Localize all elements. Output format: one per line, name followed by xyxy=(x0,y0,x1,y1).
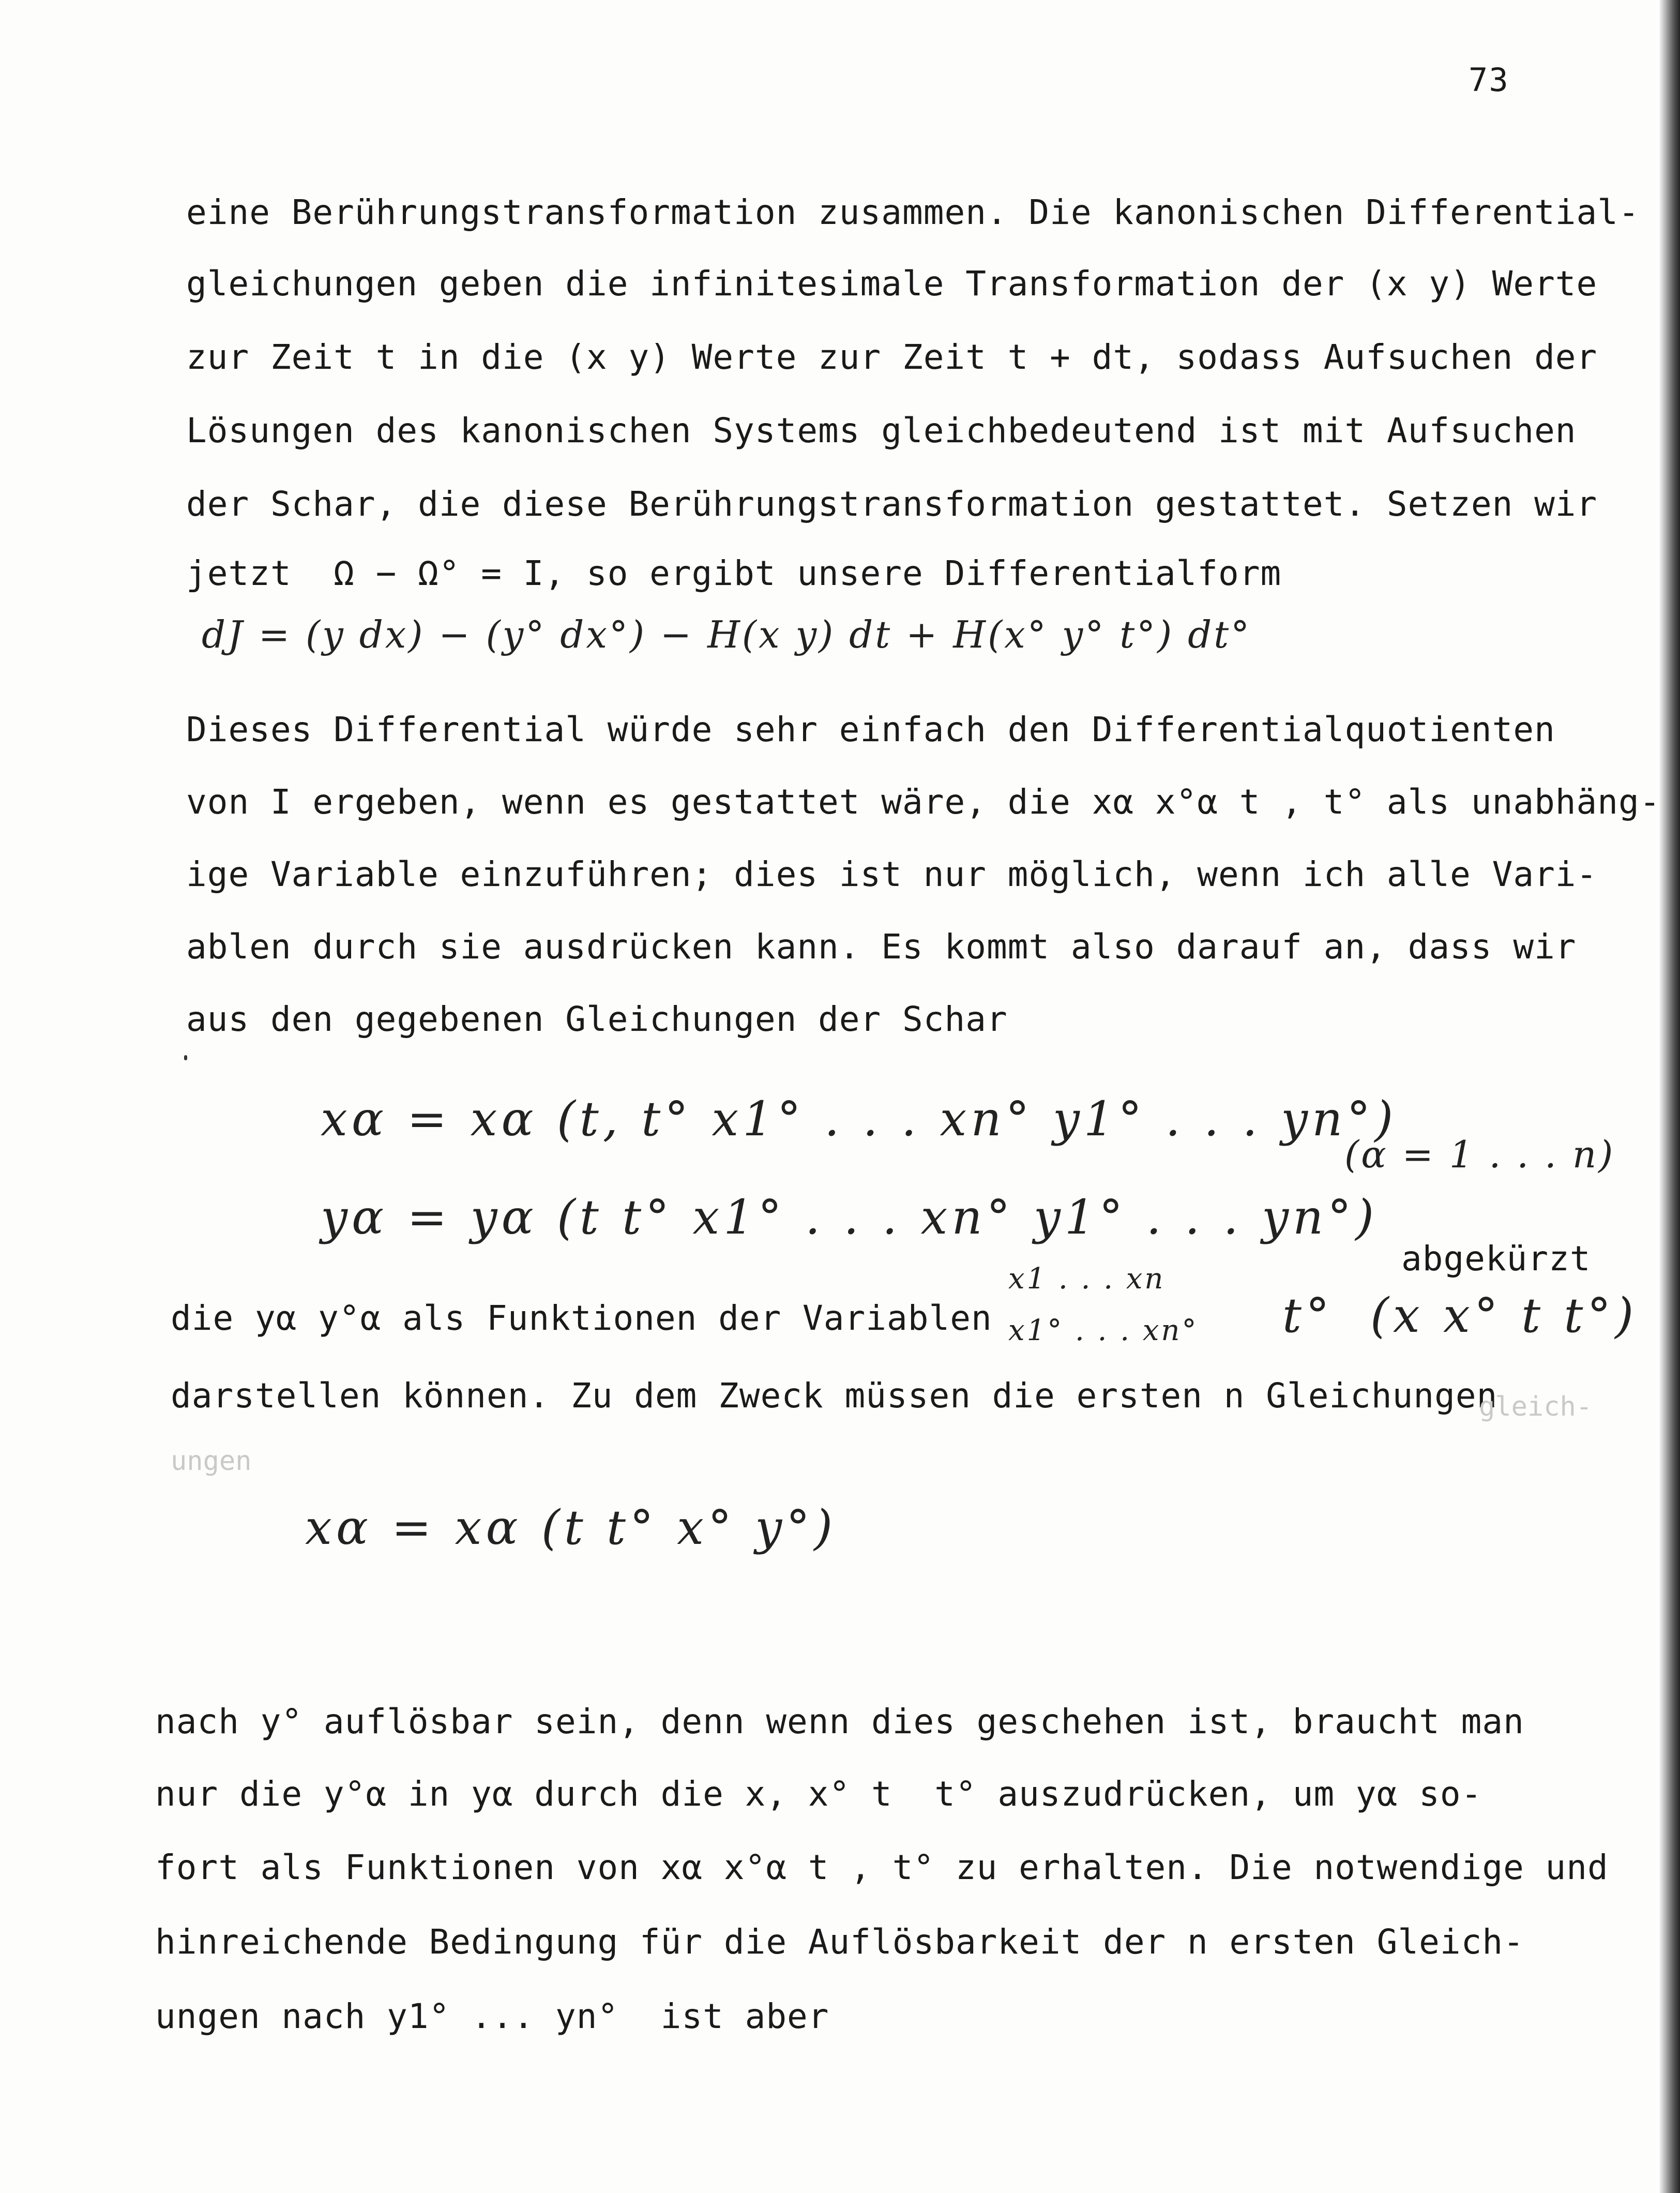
faint-text-fragment: gleich- xyxy=(1479,1391,1593,1422)
handwritten-formula-differential: dJ = (y dx) − (y° dx°) − H(x y) dt + H(x° y° t°) dt° xyxy=(202,613,1252,656)
text-line: von I ergeben, wenn es gestattet wäre, die xα x°α t , t° als unabhäng- xyxy=(186,782,1661,822)
text-line: ige Variable einzuführen; dies ist nur möglich, wenn ich alle Vari- xyxy=(186,854,1598,894)
handwritten-vars-t: t° xyxy=(1282,1288,1334,1343)
text-line: nach y° auflösbar sein, denn wenn dies geschehen ist, braucht man xyxy=(155,1702,1524,1741)
handwritten-vars-short: (x x° t t°) xyxy=(1370,1288,1638,1343)
text-line: der Schar, die diese Berührungstransformation gestattet. Setzen wir xyxy=(186,484,1598,524)
text-line: nur die y°α in yα durch die x, x° t t° auszudrücken, um yα so- xyxy=(155,1774,1482,1814)
handwritten-formula-solve: xα = xα (t t° x° y°) xyxy=(305,1500,837,1555)
abbrev-label: abgekürzt xyxy=(1401,1239,1591,1279)
text-line: eine Berührungstransformation zusammen. Die kanonischen Differential- xyxy=(186,192,1640,232)
text-line: aus den gegebenen Gleichungen der Schar xyxy=(186,999,1008,1039)
handwritten-equation-y: yα = yα (t t° x1° . . . xn° y1° . . . yn°) xyxy=(321,1190,1379,1245)
text-line: Dieses Differential würde sehr einfach den Differentialquotienten xyxy=(186,710,1555,749)
text-line: Lösungen des kanonischen Systems gleichbedeutend ist mit Aufsuchen xyxy=(186,411,1577,450)
handwritten-index-range: (α = 1 . . . n) xyxy=(1344,1133,1615,1176)
text-line: gleichungen geben die infinitesimale Transformation der (x y) Werte xyxy=(186,264,1598,304)
handwritten-vars-top: x1 . . . xn xyxy=(1008,1262,1166,1296)
handwritten-vars-bottom: x1° . . . xn° xyxy=(1008,1314,1199,1347)
text-line: darstellen können. Zu dem Zweck müssen die ersten n Gleichungen xyxy=(171,1376,1498,1416)
text-line: zur Zeit t in die (x y) Werte zur Zeit t + dt, sodass Aufsuchen der xyxy=(186,337,1598,377)
ink-speck xyxy=(184,1055,187,1060)
page-number: 73 xyxy=(1469,61,1509,99)
text-line: hinreichende Bedingung für die Auflösbarkeit der n ersten Gleich- xyxy=(155,1922,1524,1962)
page-edge-shadow xyxy=(1659,0,1680,2193)
text-line: ungen nach y1° ... yn° ist aber xyxy=(155,1996,829,2036)
text-line: jetzt Ω − Ω° = I, so ergibt unsere Differentialform xyxy=(186,553,1282,593)
text-line: fort als Funktionen von xα x°α t , t° zu erhalten. Die notwendige und xyxy=(155,1847,1609,1887)
text-line: ablen durch sie ausdrücken kann. Es kommt also darauf an, dass wir xyxy=(186,927,1577,967)
text-line: die yα y°α als Funktionen der Variablen xyxy=(171,1298,992,1338)
faint-text-fragment: ungen xyxy=(171,1446,252,1477)
handwritten-equation-x: xα = xα (t, t° x1° . . . xn° y1° . . . yn°) xyxy=(321,1091,1398,1147)
